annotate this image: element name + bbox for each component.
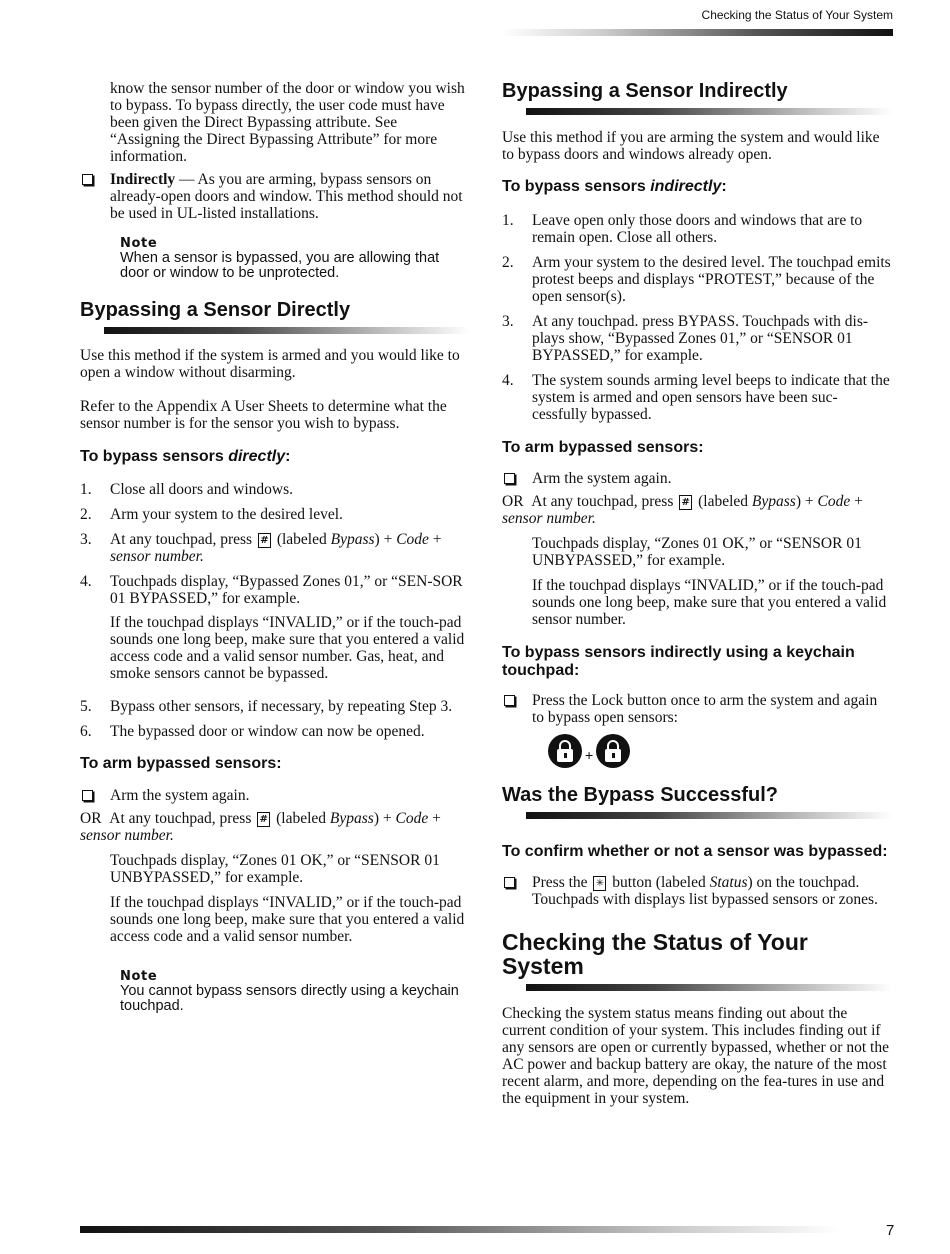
star-key-icon: ✳ <box>593 876 606 891</box>
pound-key-icon: # <box>679 495 692 510</box>
paragraph: Checking the system status means finding out about the current condition of your system. This includes finding out if any sensors are open or currently bypassed, whether or not the AC power and backup battery are okay, the nature of the most recent alarm, and more, depending on the fea-tures in use and the equipment in your system. <box>502 1005 889 1107</box>
subheading-bypass-indirectly: To bypass sensors indirectly: <box>502 178 727 195</box>
list-item: 2. Arm your system to the desired level. <box>80 506 343 523</box>
section-bypass-directly <box>80 299 470 334</box>
subheading-keychain: To bypass sensors indirectly using a keychain touchpad: <box>502 644 855 679</box>
checkbox-icon <box>504 877 515 888</box>
paragraph: Refer to the Appendix A User Sheets to determine what the sensor number is for the sensor you wish to bypass. <box>80 398 447 432</box>
page-number: 7 <box>886 1222 895 1239</box>
checklist-item-arm: Arm the system again. <box>502 470 892 487</box>
heading-gradient-rule <box>526 108 892 115</box>
heading-gradient-rule <box>526 984 892 991</box>
paragraph: Use this method if the system is armed and you would like to open a window without disarming. <box>80 347 460 381</box>
chapter-heading: Checking the Status of Your System <box>502 929 808 979</box>
footer-gradient-rule <box>80 1226 840 1233</box>
checklist-item-status: Press the ✳ button (labeled Status) on the touchpad. Touchpads with displays list bypassed sensors or zones. <box>502 874 892 908</box>
checkbox-icon <box>82 790 93 801</box>
lock-icon <box>548 734 582 768</box>
subheading-bypass-directly: To bypass sensors directly: <box>80 448 291 465</box>
checklist-item-keychain: Press the Lock button once to arm the system and again to bypass open sensors: <box>502 692 892 726</box>
result-text: Touchpads display, “Zones 01 OK,” or “SENSOR 01 UNBYPASSED,” for example. <box>110 852 440 886</box>
numbered-list <box>80 481 470 740</box>
checklist-item-arm: Arm the system again. <box>80 787 470 804</box>
left-column <box>80 80 470 1014</box>
result-text: If the touchpad displays “INVALID,” or if the touch-pad sounds one long beep, make sure that you entered a valid access code and a valid sensor number. <box>110 894 465 945</box>
note-label: Note <box>120 969 158 984</box>
numbered-list <box>502 212 892 423</box>
or-alternative: OR At any touchpad, press # (labeled Bypass) + Code + sensor number. <box>80 810 441 844</box>
note-text: You cannot bypass sensors directly using a keychain touchpad. <box>120 983 459 1014</box>
indirectly-text: — As you are arming, bypass sensors on already-open doors and window. This method should not be used in UL-listed installations. <box>110 171 463 222</box>
section-heading: Bypassing a Sensor Directly <box>80 299 351 321</box>
pound-key-icon: # <box>258 533 271 548</box>
subheading-arm-bypassed: To arm bypassed sensors: <box>502 439 704 456</box>
paragraph: Use this method if you are arming the system and would like to bypass doors and windows already open. <box>502 129 880 163</box>
checkbox-icon <box>504 473 515 484</box>
subheading-confirm: To confirm whether or not a sensor was bypassed: <box>502 843 888 860</box>
list-item: 4. Touchpads display, “Bypassed Zones 01,” or “SEN-SOR 01 BYPASSED,” for example. <box>80 573 463 607</box>
note-label: Note <box>120 236 158 251</box>
list-item: 3. At any touchpad. press BYPASS. Touchpads with dis-plays show, “Bypassed Zones 01,” or “SENSOR 01 BYPASSED,” for example. <box>502 313 869 364</box>
note-box-1 <box>120 236 470 281</box>
or-alternative: OR At any touchpad, press # (labeled Bypass) + Code + sensor number. <box>502 493 863 527</box>
header-gradient-rule <box>502 29 893 36</box>
heading-gradient-rule <box>526 812 892 819</box>
section-bypass-successful <box>502 784 892 819</box>
checklist-item-indirectly <box>80 171 470 222</box>
subheading-arm-bypassed: To arm bypassed sensors: <box>80 755 282 772</box>
list-item: 2. Arm your system to the desired level. The touchpad emits protest beeps and displays “PROTEST,” because of the open sensor(s). <box>502 254 891 305</box>
right-column <box>502 80 892 1107</box>
checkbox-icon <box>504 695 515 706</box>
lock-button-sequence <box>548 734 892 768</box>
plus-sign: + <box>585 746 594 763</box>
lock-icon <box>596 734 630 768</box>
indirectly-term: Indirectly <box>110 171 176 188</box>
intro-continuation: know the sensor number of the door or window you wish to bypass. To bypass directly, the user code must have been given the Direct Bypassing attribute. See “Assigning the Direct Bypassing Attribute” for more information. <box>110 80 465 165</box>
list-item: 1. Leave open only those doors and windows that are to remain open. Close all others. <box>502 212 863 246</box>
checkbox-icon <box>82 174 93 185</box>
list-item: 6. The bypassed door or window can now be opened. <box>80 723 425 740</box>
list-item: 1. Close all doors and windows. <box>80 481 293 498</box>
section-checking-status <box>502 930 892 991</box>
list-item: 5. Bypass other sensors, if necessary, by repeating Step 3. <box>80 698 453 715</box>
section-heading: Was the Bypass Successful? <box>502 784 779 806</box>
list-item: 3. At any touchpad, press # (labeled Bypass) + Code + sensor number. <box>80 531 442 565</box>
section-heading: Bypassing a Sensor Indirectly <box>502 80 788 102</box>
note-text: When a sensor is bypassed, you are allowing that door or window to be unprotected. <box>120 250 440 281</box>
note-box-2 <box>120 969 470 1014</box>
step-followup: If the touchpad displays “INVALID,” or if the touch-pad sounds one long beep, make sure that you entered a valid access code and a valid sensor number. Gas, heat, and smoke sensors cannot be bypassed. <box>110 614 465 682</box>
running-header: Checking the Status of Your System <box>701 8 893 22</box>
result-text: If the touchpad displays “INVALID,” or if the touch-pad sounds one long beep, make sure that you entered a valid sensor number. <box>532 577 887 628</box>
list-item: 4. The system sounds arming level beeps to indicate that the system is armed and open sensors have been suc-cessfully bypassed. <box>502 372 890 423</box>
section-bypass-indirectly <box>502 80 892 115</box>
pound-key-icon: # <box>257 812 270 827</box>
result-text: Touchpads display, “Zones 01 OK,” or “SENSOR 01 UNBYPASSED,” for example. <box>532 535 862 569</box>
heading-gradient-rule <box>104 327 470 334</box>
